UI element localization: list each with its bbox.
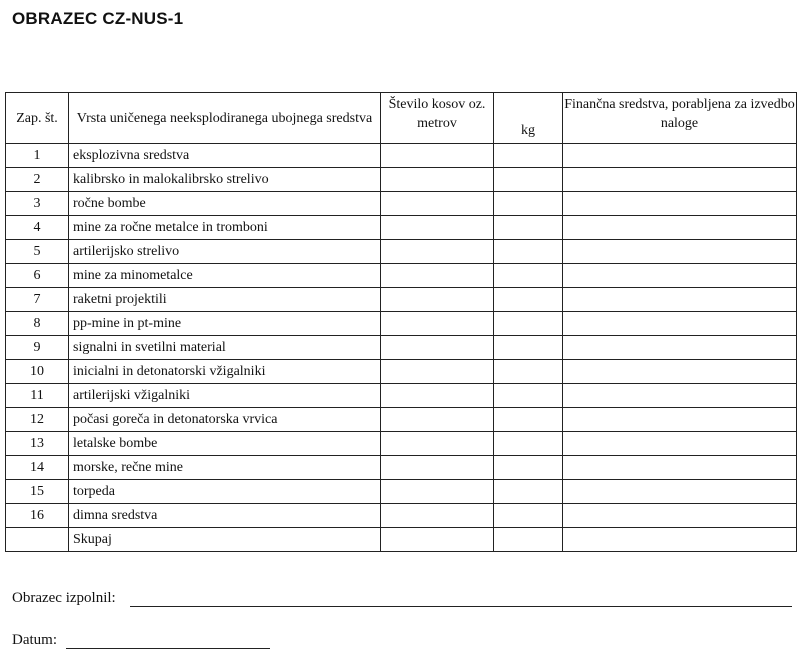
- filled-by-line: [12, 590, 116, 607]
- row-kg-cell[interactable]: [494, 408, 563, 432]
- table-row: [6, 408, 797, 432]
- row-finance-cell[interactable]: [563, 384, 797, 408]
- row-finance-cell[interactable]: [563, 240, 797, 264]
- row-kg-cell[interactable]: [494, 432, 563, 456]
- row-kg-cell[interactable]: [494, 504, 563, 528]
- row-kg-cell[interactable]: [494, 264, 563, 288]
- row-number: 11: [6, 384, 69, 408]
- form-title: OBRAZEC CZ-NUS-1: [12, 9, 184, 28]
- row-name: raketni projektili: [69, 288, 381, 312]
- row-count-cell[interactable]: [381, 408, 494, 432]
- row-kg-cell[interactable]: [494, 480, 563, 504]
- header-zap: Zap. št.: [6, 93, 69, 144]
- row-kg-cell[interactable]: [494, 240, 563, 264]
- row-name: mine za minometalce: [69, 264, 381, 288]
- row-count-cell[interactable]: [381, 288, 494, 312]
- row-finance-cell[interactable]: [563, 312, 797, 336]
- row-number: 13: [6, 432, 69, 456]
- row-kg-cell[interactable]: [494, 288, 563, 312]
- row-name: letalske bombe: [69, 432, 381, 456]
- row-number: 5: [6, 240, 69, 264]
- row-number: 4: [6, 216, 69, 240]
- date-label: Datum:: [12, 632, 57, 648]
- date-line: [12, 632, 57, 649]
- row-name: dimna sredstva: [69, 504, 381, 528]
- date-field[interactable]: [66, 648, 270, 649]
- row-number: 6: [6, 264, 69, 288]
- table-row: [6, 312, 797, 336]
- row-number: 1: [6, 144, 69, 168]
- row-count-cell[interactable]: [381, 480, 494, 504]
- table-row: [6, 192, 797, 216]
- filled-by-field[interactable]: [130, 606, 792, 607]
- row-number: 8: [6, 312, 69, 336]
- ordnance-table: [5, 92, 797, 552]
- row-kg-cell[interactable]: [494, 360, 563, 384]
- row-count-cell[interactable]: [381, 432, 494, 456]
- row-number: 16: [6, 504, 69, 528]
- row-name: artilerijski vžigalniki: [69, 384, 381, 408]
- row-kg-cell[interactable]: [494, 312, 563, 336]
- row-finance-cell[interactable]: [563, 408, 797, 432]
- row-name: počasi goreča in detonatorska vrvica: [69, 408, 381, 432]
- row-number: 2: [6, 168, 69, 192]
- row-count-cell[interactable]: [381, 504, 494, 528]
- table-row: [6, 144, 797, 168]
- row-number: 9: [6, 336, 69, 360]
- table-row: [6, 432, 797, 456]
- row-count-cell[interactable]: [381, 192, 494, 216]
- table-row: [6, 504, 797, 528]
- row-name: inicialni in detonatorski vžigalniki: [69, 360, 381, 384]
- row-finance-cell[interactable]: [563, 144, 797, 168]
- total-label: Skupaj: [69, 528, 381, 552]
- row-kg-cell[interactable]: [494, 168, 563, 192]
- total-num-cell: [6, 528, 69, 552]
- header-stevilo: Število kosov oz. metrov: [381, 93, 494, 144]
- table-header-row: [6, 93, 797, 144]
- row-finance-cell[interactable]: [563, 288, 797, 312]
- row-finance-cell[interactable]: [563, 168, 797, 192]
- table-row: [6, 360, 797, 384]
- table-row: [6, 456, 797, 480]
- row-count-cell[interactable]: [381, 360, 494, 384]
- row-number: 10: [6, 360, 69, 384]
- row-count-cell[interactable]: [381, 168, 494, 192]
- row-finance-cell[interactable]: [563, 504, 797, 528]
- total-row: [6, 528, 797, 552]
- row-name: signalni in svetilni material: [69, 336, 381, 360]
- table-row: [6, 336, 797, 360]
- row-count-cell[interactable]: [381, 216, 494, 240]
- row-finance-cell[interactable]: [563, 336, 797, 360]
- total-kg-cell[interactable]: [494, 528, 563, 552]
- row-kg-cell[interactable]: [494, 384, 563, 408]
- row-count-cell[interactable]: [381, 384, 494, 408]
- row-name: morske, rečne mine: [69, 456, 381, 480]
- table-row: [6, 480, 797, 504]
- row-name: pp-mine in pt-mine: [69, 312, 381, 336]
- row-kg-cell[interactable]: [494, 216, 563, 240]
- row-finance-cell[interactable]: [563, 264, 797, 288]
- row-number: 3: [6, 192, 69, 216]
- row-kg-cell[interactable]: [494, 192, 563, 216]
- table-row: [6, 288, 797, 312]
- table-row: [6, 384, 797, 408]
- row-name: ročne bombe: [69, 192, 381, 216]
- row-count-cell[interactable]: [381, 312, 494, 336]
- row-name: artilerijsko strelivo: [69, 240, 381, 264]
- row-finance-cell[interactable]: [563, 216, 797, 240]
- header-financna: Finančna sredstva, porabljena za izvedbo naloge: [563, 93, 797, 144]
- row-number: 12: [6, 408, 69, 432]
- row-number: 15: [6, 480, 69, 504]
- row-finance-cell[interactable]: [563, 432, 797, 456]
- row-finance-cell[interactable]: [563, 456, 797, 480]
- total-finance-cell[interactable]: [563, 528, 797, 552]
- row-count-cell[interactable]: [381, 144, 494, 168]
- row-number: 7: [6, 288, 69, 312]
- total-count-cell[interactable]: [381, 528, 494, 552]
- row-kg-cell[interactable]: [494, 144, 563, 168]
- row-count-cell[interactable]: [381, 264, 494, 288]
- row-name: mine za ročne metalce in tromboni: [69, 216, 381, 240]
- header-vrsta: Vrsta uničenega neeksplodiranega ubojnega sredstva: [69, 93, 381, 144]
- row-count-cell[interactable]: [381, 240, 494, 264]
- header-kg: kg: [494, 93, 563, 144]
- row-number: 14: [6, 456, 69, 480]
- row-name: eksplozivna sredstva: [69, 144, 381, 168]
- row-finance-cell[interactable]: [563, 480, 797, 504]
- row-count-cell[interactable]: [381, 456, 494, 480]
- table-row: [6, 264, 797, 288]
- filled-by-label: Obrazec izpolnil:: [12, 590, 116, 606]
- row-kg-cell[interactable]: [494, 456, 563, 480]
- row-finance-cell[interactable]: [563, 192, 797, 216]
- table-row: [6, 216, 797, 240]
- table-row: [6, 168, 797, 192]
- row-kg-cell[interactable]: [494, 336, 563, 360]
- row-count-cell[interactable]: [381, 336, 494, 360]
- row-finance-cell[interactable]: [563, 360, 797, 384]
- table-row: [6, 240, 797, 264]
- row-name: torpeda: [69, 480, 381, 504]
- row-name: kalibrsko in malokalibrsko strelivo: [69, 168, 381, 192]
